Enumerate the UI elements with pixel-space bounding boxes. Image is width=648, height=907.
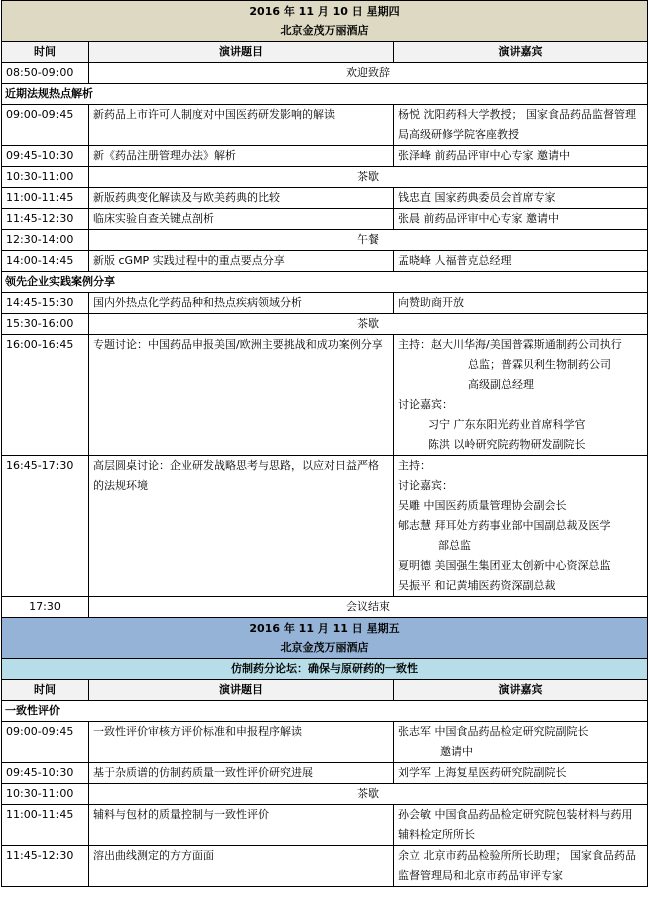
time-cell: 16:00-16:45 [2,335,89,456]
topic-cell: 一致性评价审核方评价标准和申报程序解读 [89,722,394,763]
table-row [2,63,648,84]
day2-date: 2016 年 11 月 11 日 星期五 [249,622,400,635]
speaker-cell [394,722,648,763]
break-row [2,167,648,188]
session-label: 茶歇 [89,167,648,188]
day1-venue: 北京金茂万丽酒店 [280,24,369,37]
speaker-cell: 刘学军 上海复星医药研究院副院长 [394,763,648,784]
time-cell: 11:45-12:30 [2,846,89,887]
topic-cell: 高层圆桌讨论：企业研发战略思考与思路，以应对日益严格的法规环境 [89,456,394,597]
section-row [2,84,648,105]
time-cell: 12:30-14:00 [2,230,89,251]
host-line: 总监；普霖贝利生物制药公司 [468,358,611,371]
day2-venue: 北京金茂万丽酒店 [280,641,369,654]
host-line: 高级副总经理 [468,378,534,391]
time-cell: 11:00-11:45 [2,188,89,209]
session-label: 茶歇 [89,314,648,335]
column-header-time: 时间 [2,42,89,63]
host-line: 主持： [398,459,431,472]
agenda-table [1,0,648,887]
panel-row [2,335,648,456]
section-title: 一致性评价 [2,701,648,722]
break-row [2,314,648,335]
day1-column-header-row [2,42,648,63]
day2-header-row [2,618,648,659]
panel-row [2,456,648,597]
speaker-cell: 孟晓峰 人福普克总经理 [394,251,648,272]
time-cell: 16:45-17:30 [2,456,89,597]
table-row [2,251,648,272]
time-cell: 14:00-14:45 [2,251,89,272]
guest-line: 夏明德 美国强生集团亚太创新中心资深总监 [398,559,611,572]
column-header-topic: 演讲题目 [89,42,394,63]
session-label: 会议结束 [89,597,648,618]
table-row [2,805,648,846]
section-row [2,701,648,722]
speaker-cell: 余立 北京市药品检验所所长助理； 国家食品药品监督管理局和北京市药品审评专家 [394,846,648,887]
speaker-line: 张志军 中国食品药品检定研究院副院长 [398,725,589,738]
time-cell: 08:50-09:00 [2,63,89,84]
table-row [2,763,648,784]
guest-line: 吴雕 中国医药质量管理协会副会长 [398,499,567,512]
session-label: 茶歇 [89,784,648,805]
speaker-line: 邀请中 [440,745,473,758]
table-row [2,105,648,146]
column-header-topic: 演讲题目 [89,680,394,701]
time-cell: 10:30-11:00 [2,167,89,188]
forum-row [2,659,648,680]
speaker-cell: 钱忠直 国家药典委员会首席专家 [394,188,648,209]
session-label: 午餐 [89,230,648,251]
guest-line: 陈洪 以岭研究院药物研发副院长 [428,438,586,451]
topic-cell: 新版药典变化解读及与欧美药典的比较 [89,188,394,209]
table-row [2,188,648,209]
topic-cell: 国内外热点化学药品种和热点疾病领域分析 [89,293,394,314]
speaker-cell: 张晨 前药品评审中心专家 邀请中 [394,209,648,230]
time-cell: 09:00-09:45 [2,722,89,763]
day1-date: 2016 年 11 月 10 日 星期四 [249,5,400,18]
guests-label: 讨论嘉宾： [398,479,453,492]
table-row [2,209,648,230]
time-cell: 11:00-11:45 [2,805,89,846]
guest-line: 部总监 [438,539,471,552]
time-cell: 09:45-10:30 [2,146,89,167]
time-cell: 11:45-12:30 [2,209,89,230]
topic-cell: 基于杂质谱的仿制药质量一致性评价研究进展 [89,763,394,784]
column-header-speaker: 演讲嘉宾 [394,42,648,63]
column-header-speaker: 演讲嘉宾 [394,680,648,701]
break-row [2,784,648,805]
table-row [2,846,648,887]
guest-line: 习宁 广东东阳光药业首席科学官 [428,418,586,431]
speaker-cell [394,335,648,456]
closing-row [2,597,648,618]
time-cell: 09:45-10:30 [2,763,89,784]
topic-cell: 新《药品注册管理办法》解析 [89,146,394,167]
guest-line: 郇志慧 拜耳处方药事业部中国副总裁及医学 [398,519,611,532]
column-header-time: 时间 [2,680,89,701]
speaker-cell: 向赞助商开放 [394,293,648,314]
session-label: 欢迎致辞 [89,63,648,84]
topic-cell: 临床实验自查关键点剖析 [89,209,394,230]
table-row [2,293,648,314]
forum-title: 仿制药分论坛：确保与原研药的一致性 [2,659,648,680]
break-row [2,230,648,251]
speaker-cell: 孙会敏 中国食品药品检定研究院包装材料与药用辅料检定所所长 [394,805,648,846]
section-title: 领先企业实践案例分享 [2,272,648,293]
table-row [2,722,648,763]
host-line: 主持：赵大川华海/美国普霖斯通制药公司执行 [398,338,622,351]
time-cell: 14:45-15:30 [2,293,89,314]
time-cell: 17:30 [2,597,89,618]
topic-cell: 新药品上市许可人制度对中国医药研发影响的解读 [89,105,394,146]
section-title: 近期法规热点解析 [2,84,648,105]
section-row [2,272,648,293]
guest-line: 吴振平 和记黄埔医药资深副总裁 [398,579,556,592]
topic-cell: 新版 cGMP 实践过程中的重点要点分享 [89,251,394,272]
time-cell: 15:30-16:00 [2,314,89,335]
day2-column-header-row [2,680,648,701]
day1-header-row [2,1,648,42]
speaker-cell [394,456,648,597]
topic-cell: 辅料与包材的质量控制与一致性评价 [89,805,394,846]
time-cell: 09:00-09:45 [2,105,89,146]
speaker-cell: 杨悦 沈阳药科大学教授； 国家食品药品监督管理局高级研修学院客座教授 [394,105,648,146]
topic-cell: 专题讨论：中国药品申报美国/欧洲主要挑战和成功案例分享 [89,335,394,456]
speaker-cell: 张泽峰 前药品评审中心专家 邀请中 [394,146,648,167]
time-cell: 10:30-11:00 [2,784,89,805]
topic-cell: 溶出曲线测定的方方面面 [89,846,394,887]
guests-label: 讨论嘉宾： [398,398,453,411]
table-row [2,146,648,167]
